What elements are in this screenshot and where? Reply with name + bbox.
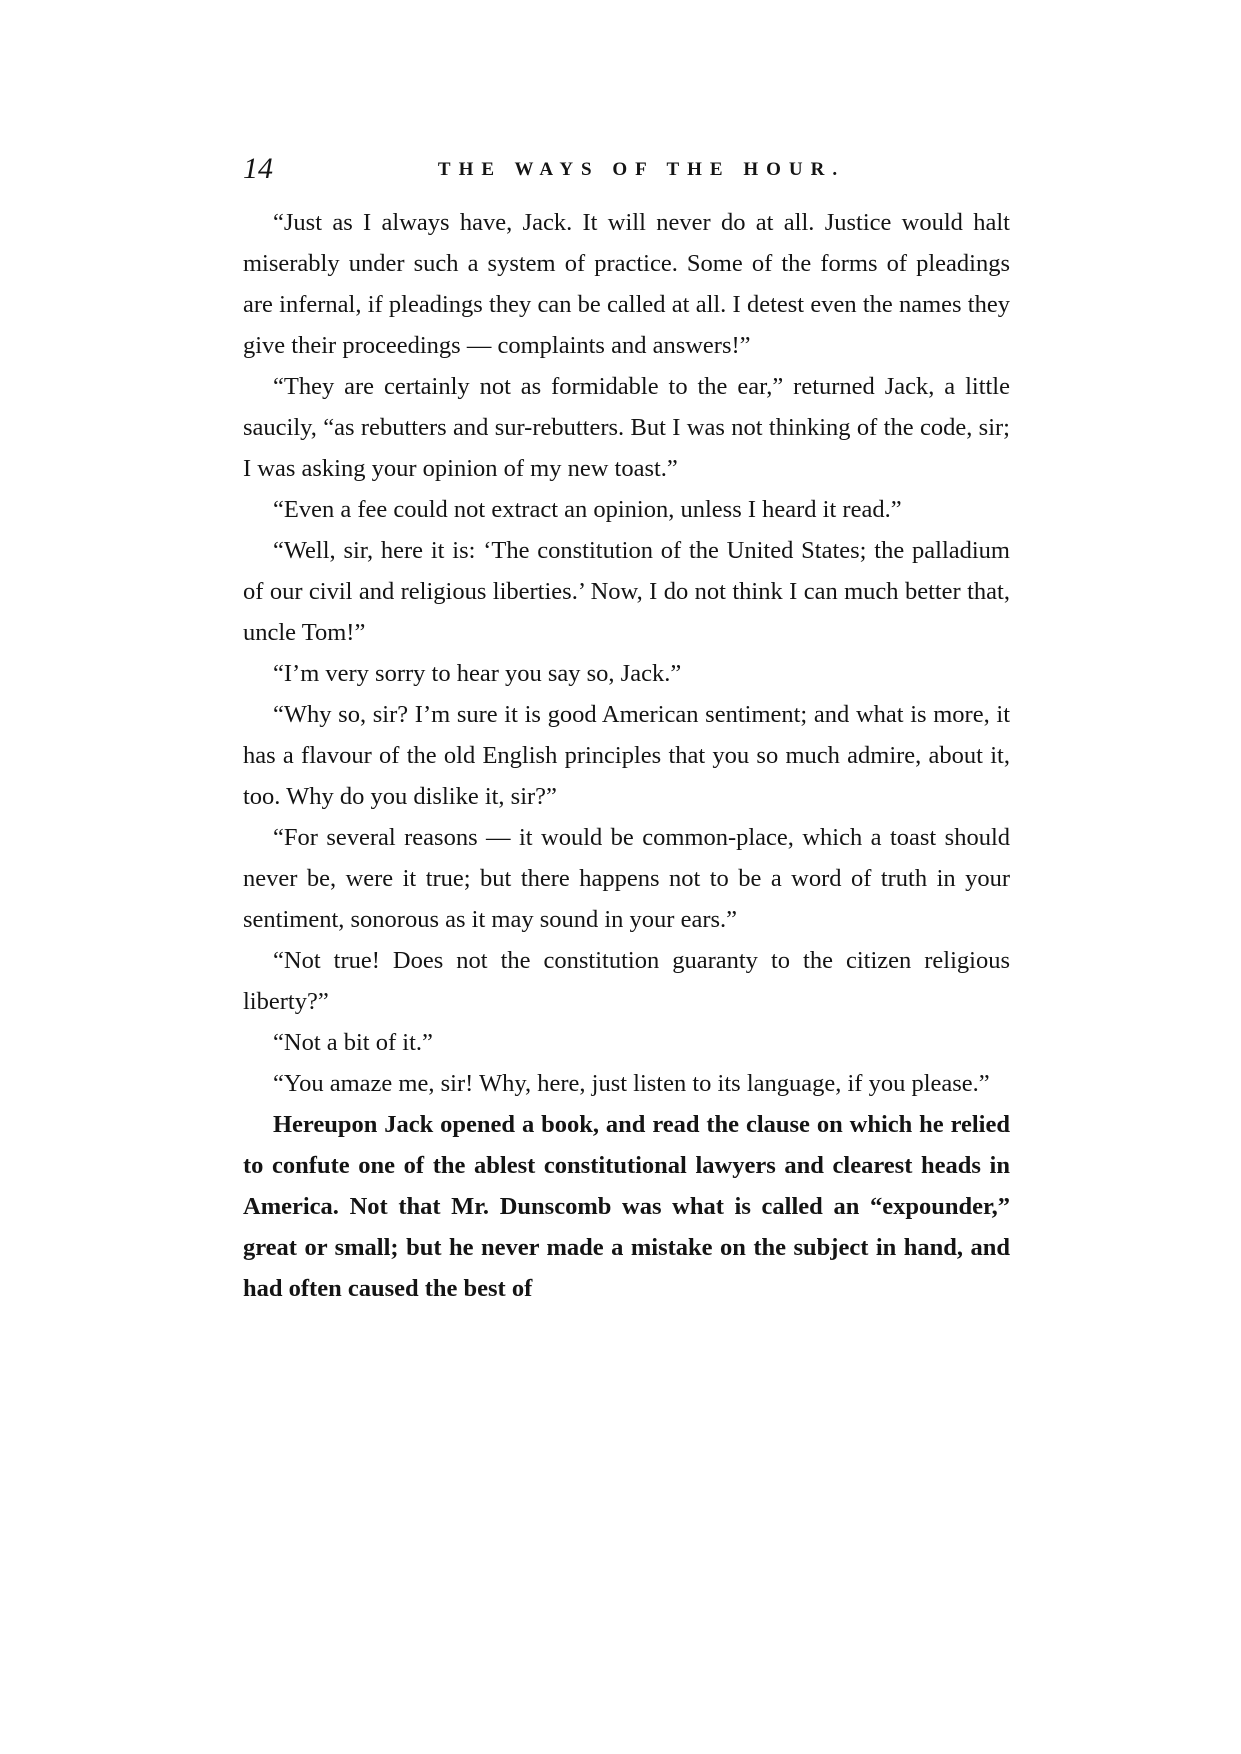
- paragraph: “Just as I always have, Jack. It will never do at all. Justice would halt miserably under such a system of practice. Some of the forms of pleadings are infernal, if pleadings they can be called at all. I detest even the names they give their proceedings — complaints and answers!”: [243, 209, 1010, 359]
- paragraph: “Well, sir, here it is: ‘The constitution of the United States; the palladium of our civil and religious liberties.’ Now, I do not think I can much better that, uncle Tom!”: [243, 537, 1010, 646]
- paragraph: “Why so, sir? I’m sure it is good American sentiment; and what is more, it has a flavour of the old English principles that you so much admire, about it, too. Why do you dislike it, sir?”: [243, 701, 1010, 810]
- paragraph: “I’m very sorry to hear you say so, Jack.”: [273, 660, 682, 687]
- paragraph: “Not a bit of it.”: [273, 1029, 433, 1056]
- page-header: [243, 152, 1010, 186]
- paragraph: “For several reasons — it would be common-place, which a toast should never be, were it true; but there happens not to be a word of truth in your sentiment, sonorous as it may sound in your ears.”: [243, 824, 1010, 933]
- body-text: [243, 202, 1010, 1309]
- paragraph: Hereupon Jack opened a book, and read the clause on which he relied to confute one of the ablest constitutional lawyers and clearest heads in America. Not that Mr. Dunscomb was what is called an “expounder,” great or small; but he never made a mistake on the subject in hand, and had often caused the best of: [243, 1111, 1010, 1302]
- paragraph: “Not true! Does not the constitution guaranty to the citizen religious liberty?”: [243, 947, 1010, 1015]
- paragraph: “You amaze me, sir! Why, here, just listen to its language, if you please.”: [273, 1070, 990, 1097]
- page-number: 14: [243, 152, 273, 185]
- running-title: THE WAYS OF THE HOUR.: [437, 159, 846, 180]
- paragraph: “They are certainly not as formidable to the ear,” returned Jack, a little saucily, “as rebutters and sur-rebutters. But I was not thinking of the code, sir; I was asking your opinion of my new toast.”: [243, 373, 1010, 482]
- paragraph: “Even a fee could not extract an opinion, unless I heard it read.”: [273, 496, 902, 523]
